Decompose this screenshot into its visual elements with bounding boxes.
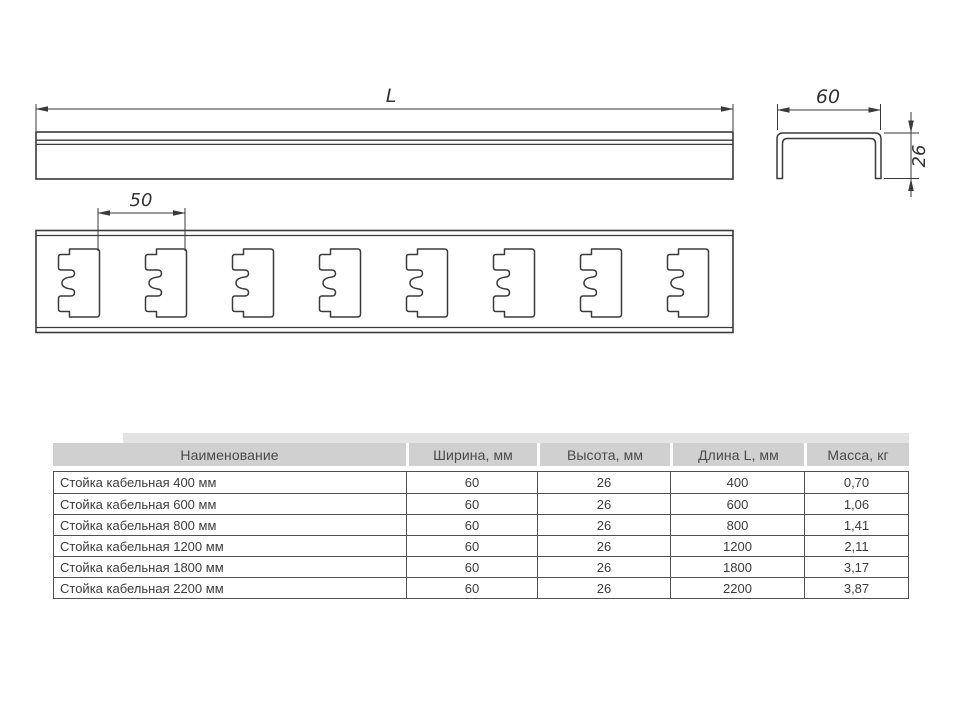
table-row xyxy=(54,535,908,556)
cell-name: Стойка кабельная 600 мм xyxy=(60,496,217,512)
table-header-height: Высота, мм xyxy=(537,443,670,466)
cell-name: Стойка кабельная 800 мм xyxy=(60,517,217,533)
channel-profile xyxy=(777,133,881,179)
cell-width: 60 xyxy=(406,536,537,556)
cell-length: 600 xyxy=(670,494,804,514)
cell-height: 26 xyxy=(537,472,670,493)
dimension-width xyxy=(778,86,881,130)
cell-name: Стойка кабельная 400 мм xyxy=(60,475,217,490)
cell-mass: 0,70 xyxy=(804,472,908,493)
cell-width: 60 xyxy=(406,494,537,514)
side-view-outline xyxy=(36,132,733,179)
slot-cutout xyxy=(407,249,448,317)
slot-cutout xyxy=(668,249,709,317)
cell-length: 1800 xyxy=(670,557,804,577)
cell-mass: 3,17 xyxy=(804,557,908,577)
table-row xyxy=(54,493,908,514)
dimension-height xyxy=(884,112,930,197)
cell-length: 400 xyxy=(670,472,804,493)
cell-name: Стойка кабельная 2200 мм xyxy=(60,580,224,596)
cell-name: Стойка кабельная 1800 мм xyxy=(60,559,224,575)
dimension-pitch-label: 50 xyxy=(129,190,153,211)
table-header-length: Длина L, мм xyxy=(670,443,804,466)
side-view xyxy=(36,85,733,179)
cell-height: 26 xyxy=(537,536,670,556)
cell-mass: 3,87 xyxy=(804,578,908,598)
cell-width: 60 xyxy=(406,578,537,598)
cell-length: 1200 xyxy=(670,536,804,556)
table-header-tab xyxy=(123,433,909,443)
table-row xyxy=(54,514,908,535)
dimension-height-label: 26 xyxy=(909,144,930,168)
cell-name: Стойка кабельная 1200 мм xyxy=(60,538,224,554)
dimension-width-label: 60 xyxy=(815,86,841,108)
cell-length: 800 xyxy=(670,515,804,535)
slot-cutout xyxy=(320,249,361,317)
cell-height: 26 xyxy=(537,494,670,514)
table-header-width: Ширина, мм xyxy=(406,443,537,466)
slotted-view xyxy=(36,190,733,333)
table-row xyxy=(54,472,908,493)
slotted-view-outline xyxy=(36,231,733,333)
cell-height: 26 xyxy=(537,515,670,535)
cell-mass: 1,41 xyxy=(804,515,908,535)
slot-cutout xyxy=(494,249,535,317)
dimension-length-label: L xyxy=(385,85,397,107)
cell-mass: 2,11 xyxy=(804,536,908,556)
slot-cutout xyxy=(233,249,274,317)
cell-height: 26 xyxy=(537,578,670,598)
cell-length: 2200 xyxy=(670,578,804,598)
slot-cutout xyxy=(581,249,622,317)
cell-width: 60 xyxy=(406,472,537,493)
table-header-name: Наименование xyxy=(53,443,406,466)
cell-height: 26 xyxy=(537,557,670,577)
slot-cutout xyxy=(59,249,100,317)
table-header-row xyxy=(53,443,909,466)
dimension-length xyxy=(36,85,733,131)
slot-cutout xyxy=(146,249,187,317)
table-row xyxy=(54,556,908,577)
cross-section-view xyxy=(777,86,930,197)
cell-width: 60 xyxy=(406,557,537,577)
cell-width: 60 xyxy=(406,515,537,535)
cell-mass: 1,06 xyxy=(804,494,908,514)
table-row xyxy=(54,577,908,598)
spec-table xyxy=(53,471,909,599)
table-header-mass: Масса, кг xyxy=(804,443,909,466)
